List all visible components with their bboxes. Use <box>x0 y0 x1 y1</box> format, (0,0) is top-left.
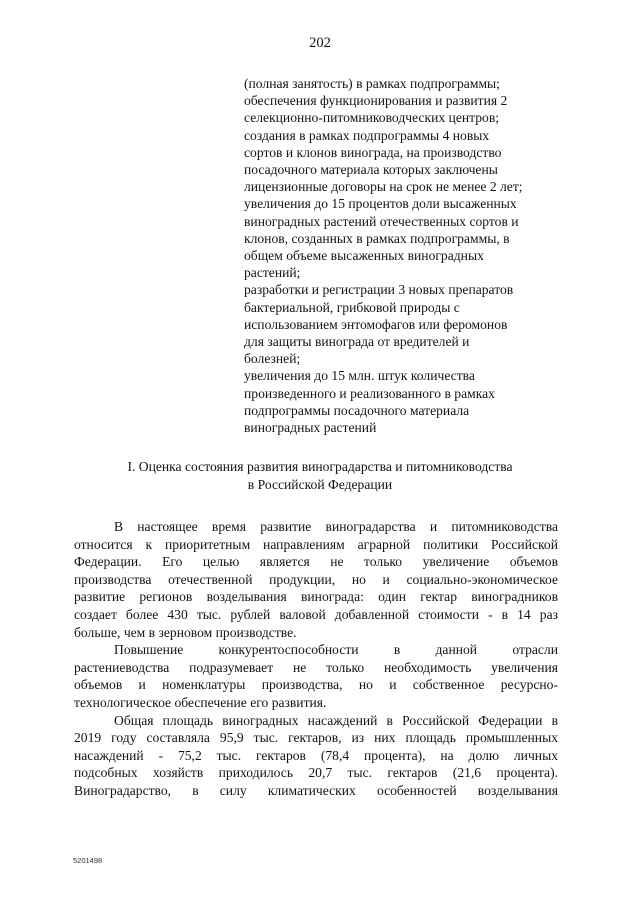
section-heading <box>0 458 640 494</box>
paragraph-line: В настоящее время развитие виноградарства и питомниководства <box>114 519 558 534</box>
list-line: сортов и клонов винограда, на производство <box>244 144 502 160</box>
paragraph-line: объемов и номенклатуры производства, но и собственное ресурсно- <box>74 677 558 693</box>
paragraph <box>74 518 558 641</box>
list-line: болезней; <box>244 351 301 367</box>
list-line: произведенного и реализованного в рамках <box>244 385 495 401</box>
paragraph-line: Виноградарство, в силу климатических особенностей возделывания <box>74 782 558 798</box>
list-line: растений; <box>244 265 301 281</box>
section-heading-line-1: I. Оценка состояния развития виноградарства и питомниководства <box>127 459 513 474</box>
paragraph-line: Федерации. Его целью является не только увеличение объемов <box>74 554 558 570</box>
document-code: 5201498 <box>73 856 103 865</box>
list-line: бактериальной, грибковой природы с <box>244 299 460 315</box>
paragraph <box>74 641 558 711</box>
paragraph-line: подсобных хозяйств приходилось 20,7 тыс. гектаров (21,6 процента). <box>74 765 558 781</box>
list-line: увеличения до 15 млн. штук количества <box>244 368 475 384</box>
list-line: использованием энтомофагов или феромонов <box>244 316 508 332</box>
paragraph-line: Повышение конкурентоспособности в данной отрасли <box>114 642 558 658</box>
paragraph-line: растениеводства подразумевает не только необходимость увеличения <box>74 659 558 675</box>
paragraph-line: относится к приоритетным направлениям аграрной политики Российской <box>74 536 558 552</box>
indicator-list <box>244 75 574 436</box>
paragraph-line: создает более 430 тыс. рублей валовой добавленной стоимости - в 14 раз <box>74 606 558 622</box>
paragraph-line: 2019 году составляла 95,9 тыс. гектаров, из них площадь промышленных <box>74 730 558 746</box>
list-line: селекционно-питомниководческих центров; <box>244 110 500 126</box>
paragraph-line: технологическое обеспечение его развития. <box>74 694 327 710</box>
paragraph-line: развитие регионов возделывания винограда: один гектар виноградников <box>74 589 558 605</box>
list-line: разработки и регистрации 3 новых препаратов <box>244 282 514 298</box>
paragraph-line: производства отечественной продукции, но и социально-экономическое <box>74 571 558 587</box>
list-line: виноградных растений <box>244 420 377 436</box>
list-line: для защиты винограда от вредителей и <box>244 334 470 350</box>
paragraph-line: Общая площадь виноградных насаждений в Российской Федерации в <box>114 712 558 728</box>
paragraph-line: насаждений - 75,2 тыс. гектаров (78,4 процента), на долю личных <box>74 747 558 763</box>
list-line: обеспечения функционирования и развития 2 <box>244 93 508 109</box>
list-line: подпрограммы посадочного материала <box>244 402 470 418</box>
list-line: увеличения до 15 процентов доли высаженных <box>244 196 517 212</box>
page-number: 202 <box>309 35 331 51</box>
paragraph <box>74 712 558 800</box>
list-line: общем объеме высаженных виноградных <box>244 248 484 264</box>
list-line: виноградных растений отечественных сортов и <box>244 213 519 229</box>
section-heading-line-2: в Российской Федерации <box>247 477 393 492</box>
list-line: посадочного материала которых заключены <box>244 162 498 178</box>
body-text <box>74 518 558 800</box>
list-line: лицензионные договоры на срок не менее 2 лет; <box>244 179 523 195</box>
list-line: (полная занятость) в рамках подпрограммы; <box>244 76 500 91</box>
paragraph-line: больше, чем в зерновом производстве. <box>74 624 297 640</box>
list-line: клонов, созданных в рамках подпрограммы, в <box>244 230 510 246</box>
list-line: создания в рамках подпрограммы 4 новых <box>244 127 490 143</box>
